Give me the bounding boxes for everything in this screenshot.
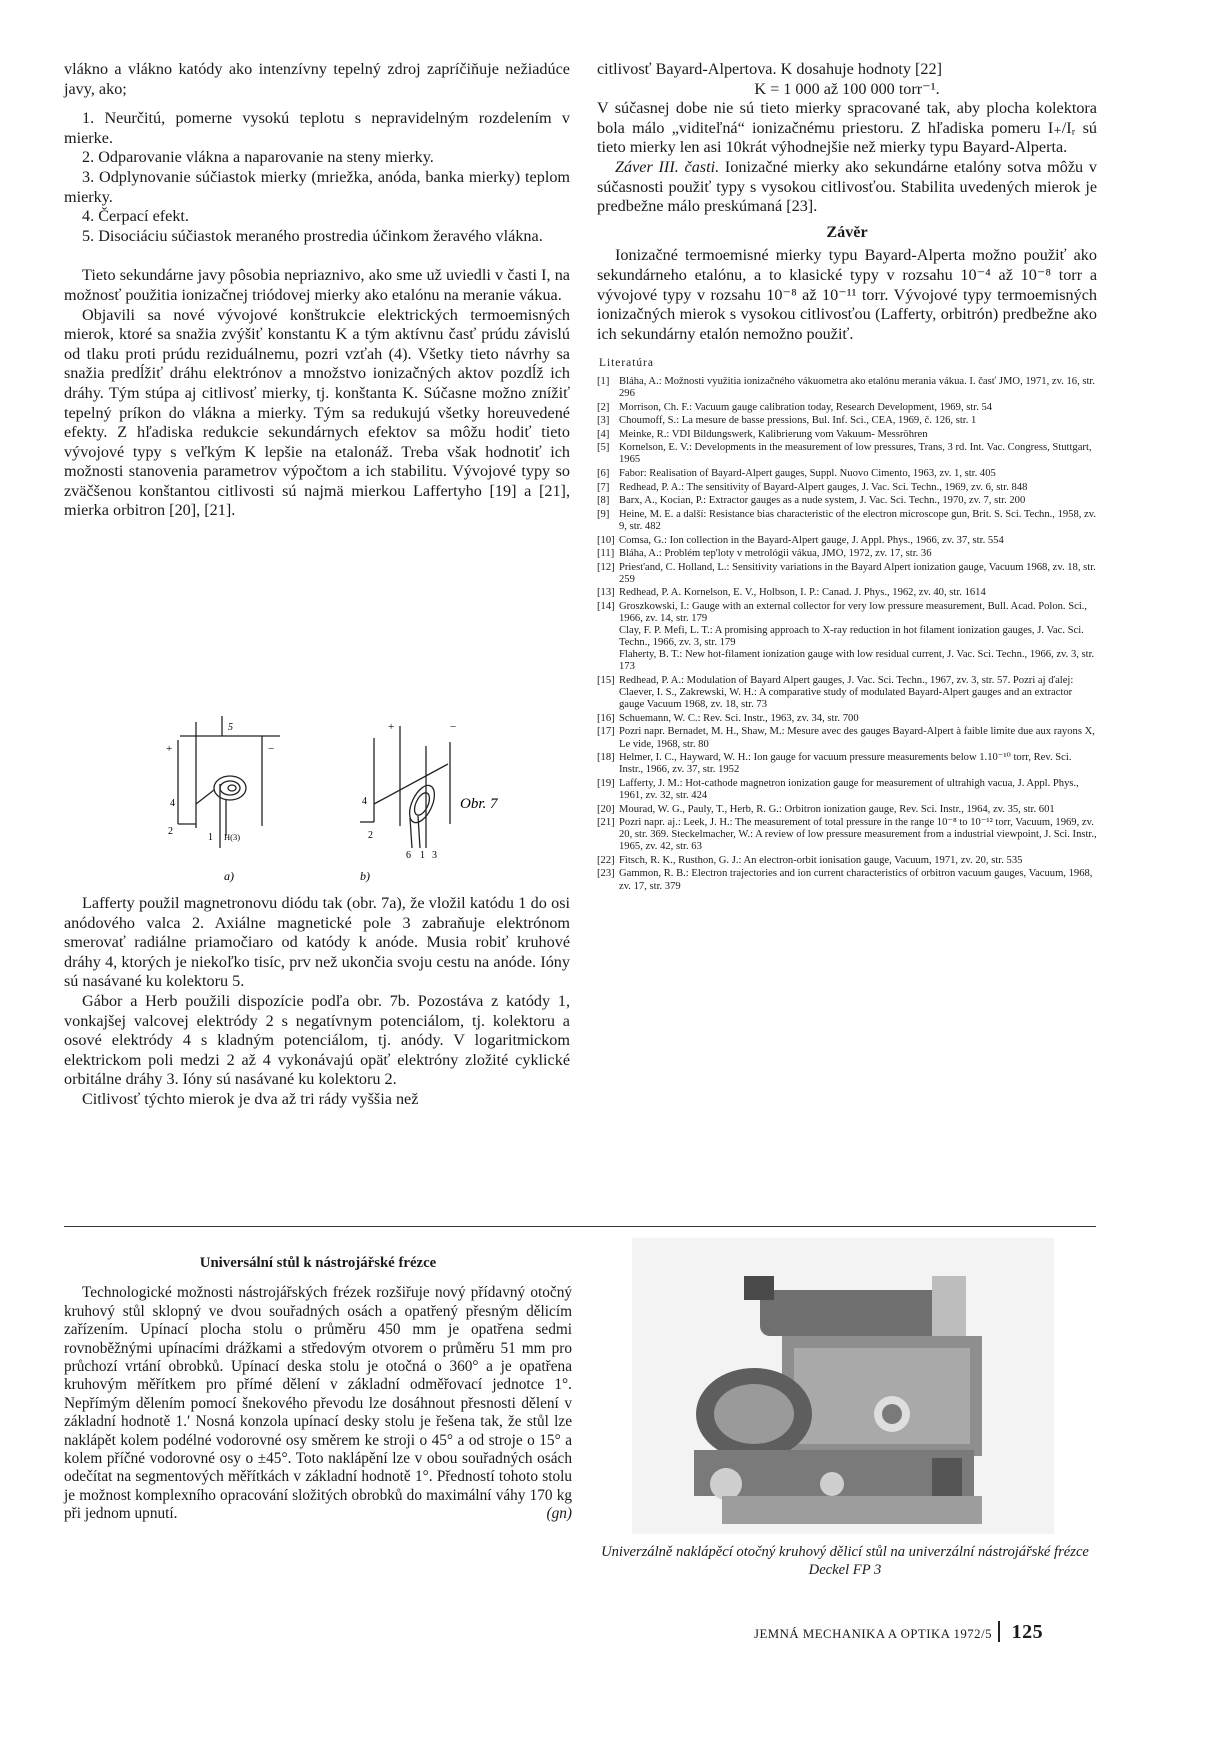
reference-text — [619, 778, 1097, 802]
fig7a-label-4: 4 — [170, 798, 175, 809]
author-signature: (gn) — [546, 1505, 572, 1523]
reference-number: [16] — [597, 712, 615, 724]
reference-item — [597, 855, 1097, 867]
article-body — [64, 1284, 572, 1523]
reference-line: Heine, M. E. a další: Resistance bias characteristic of the electron microscope gun, Brit. S. Sci. Techn., 1958, zv. 9, str. 482 — [619, 508, 1097, 532]
reference-line: Choumoff, S.: La mesure de basse pressions, Bul. Inf. Sci., CEA, 1969, č. 126, str. 1 — [619, 415, 977, 427]
fig7a-label-5: 5 — [228, 722, 233, 733]
list-item: 5. Disociáciu súčiastok meraného prostredia účinkom žeravého vlákna. — [82, 226, 543, 245]
reference-line: Helmer, I. C., Hayward, W. H.: Ion gauge for vacuum pressure measurements below 1.10⁻¹⁰ torr, Rev. Sci. Instr., 1966, zv. 37, str. 1952 — [619, 752, 1072, 776]
reference-item — [597, 535, 1097, 547]
reference-text — [619, 804, 1097, 816]
reference-item — [597, 482, 1097, 494]
reference-number: [5] — [597, 442, 610, 454]
reference-item — [597, 562, 1097, 586]
reference-line: Redhead, P. A. Kornelson, E. V., Holbson, I. P.: Canad. J. Phys., 1962, zv. 40, str. 1614 — [619, 587, 986, 599]
section-divider — [64, 1226, 1096, 1227]
reference-number: [19] — [597, 777, 615, 789]
reference-text — [619, 726, 1097, 750]
reference-text — [619, 415, 1097, 427]
fig7a-label-1: 1 — [208, 832, 213, 843]
reference-item — [597, 509, 1097, 533]
reference-number: [17] — [597, 726, 615, 738]
reference-line: Priest'and, C. Holland, L.: Sensitivity variations in the Bayard Alpert ionization gauge, Vacuum 1968, zv. 18, str. 259 — [619, 561, 1096, 585]
references-heading: Literatúra — [599, 357, 654, 370]
section-text: Ionizačné mierky ako sekundárne etalóny sotva môžu v súčasnosti použiť typy s vysokou citlivosťou. Stabilita uvedených mierok je predbežne málo preskúmaná [23]. — [597, 157, 1097, 216]
list-item: 1. Neurčitú, pomerne vysokú teplotu s nepravidelným rozdelením v mierke. — [64, 109, 570, 147]
reference-item — [597, 752, 1097, 776]
reference-line: Mourad, W. G., Pauly, T., Herb, R. G.: Orbitron ionization gauge, Rev. Sci. Instr., 1964, zv. 35, str. 601 — [619, 803, 1055, 815]
reference-item — [597, 429, 1097, 441]
fig7b-label-minus: − — [450, 721, 457, 733]
body-paragraph: Objavili sa nové vývojové konštrukcie elektrických termoemisných mierok, ktoré sa snažia zvýšiť konstantu K a tým aktívnu časť prúdu závislú od tlaku proti prúdu reziduálnemu, pozri vzťah (4). Všetky tieto návrhy sa snažia predĺžiť dráhu elektrónov a množstvo ionizačných aktov pozdĺž ich dráhy. Tým stúpa aj citlivosť mierky, tj. konštanta K. Súčasne možno znížiť tepelný príkon do vlákna a mierky. Tým sa redukujú všetky horeuvedené efekty. Z hľadiska redukcie sekundárnych efektov sa môžu hodiť tieto vývojové typy s veľkým K lepšie na etalonáž. Treba však hodnotiť ich možnosti stanovenia parametrov výpočtom a ich stabilitu. Vývojové typy so zväčšenou konštantou citlivosti sú najmä mierkou Laffertyho [19] a [21], mierka orbitron [20], [21]. — [64, 305, 570, 520]
body-paragraph: citlivosť Bayard-Alpertova. K dosahuje hodnoty [22] — [597, 60, 942, 78]
reference-line: Kornelson, E. V.: Developments in the measurement of low pressures, Trans, 3 rd. Int. Vac. Congress, Stuttgart, 1965 — [619, 442, 1092, 466]
reference-text — [619, 562, 1097, 586]
figure-obr-7 — [150, 708, 570, 888]
reference-item — [597, 587, 1097, 599]
body-paragraph: Gábor a Herb použili dispozície podľa obr. 7b. Pozostáva z katódy 1, vonkajšej valcovej elektródy 2 s negatívnym potenciálom, tj. kolektoru a osové elektródy 4 s kladným potenciálom, tj. anódy. V logaritmickom elektrickom poli medzi 2 až 4 vykonávajú opäť elektróny zložité cyklické orbitálne dráhy 3. Ióny sú nasávané ku kolektoru 2. — [64, 991, 570, 1089]
reference-text — [619, 817, 1097, 853]
reference-item — [597, 376, 1097, 400]
reference-text — [619, 509, 1097, 533]
section-lead: Záver III. časti. — [615, 157, 720, 176]
right-column — [597, 60, 1097, 894]
reference-line: Meinke, R.: VDI Bildungswerk, Kalibrierung vom Vakuum- Messröhren — [619, 428, 928, 440]
fig7a-label-h3: H(3) — [224, 832, 241, 842]
reference-line: Fitsch, R. K., Rusthon, G. J.: An electron-orbit ionisation gauge, Vacuum, 1971, zv. 20, str. 535 — [619, 854, 1023, 866]
equation: K = 1 000 až 100 000 torr⁻¹. — [754, 79, 940, 98]
reference-item — [597, 548, 1097, 560]
reference-text — [619, 587, 1097, 599]
fig7b-label-6: 6 — [406, 850, 411, 861]
reference-line: Bláha, A.: Možnosti využitia ionizačného vákuometra ako etalónu merania vákua. I. časť JMO, 1971, zv. 16, str. 296 — [619, 375, 1096, 399]
reference-number: [20] — [597, 803, 615, 815]
reference-text — [619, 752, 1097, 776]
fig7a-label-plus: + — [166, 743, 173, 755]
reference-item — [597, 726, 1097, 750]
lower-article — [64, 1254, 572, 1524]
conclusion-paragraph: Ionizačné termoemisné mierky typu Bayard-Alperta možno použiť ako sekundárneho etalónu, a to klasické typy v rozsahu 10⁻⁴ až 10⁻⁸ torr a vývojové typy v rozsahu 10⁻⁸ až 10⁻¹¹ torr. Vývojové typy termoemisných ionizačných mierok s vysokou citlivosťou (Lafferty, orbitrón) predbežne ako ich sekundárny etalón nemožno použiť. — [597, 246, 1097, 343]
reference-item — [597, 713, 1097, 725]
reference-number: [1] — [597, 375, 610, 387]
reference-line: Morrison, Ch. F.: Vacuum gauge calibration today, Research Development, 1969, str. 54 — [619, 401, 993, 413]
reference-item — [597, 468, 1097, 480]
reference-number: [3] — [597, 415, 610, 427]
reference-item — [597, 495, 1097, 507]
references-list — [597, 376, 1097, 893]
figure-7a-diagram — [178, 716, 280, 848]
reference-number: [4] — [597, 428, 610, 440]
fig7b-sublabel: b) — [360, 869, 370, 883]
reference-line: Clay, F. P. Mefi, L. T.: A promising approach to X-ray reduction in hot filament ionization gauges, J. Vac. Sci. Techn., 1966, zv. 3, str. 179 — [619, 625, 1084, 649]
reference-line: Gammon, R. B.: Electron trajectories and ion current characteristics of orbitron vacuum gauges, Vacuum, 1968, zv. 17, str. 379 — [619, 868, 1093, 892]
reference-number: [12] — [597, 561, 615, 573]
reference-text — [619, 429, 1097, 441]
reference-item — [597, 442, 1097, 466]
reference-text — [619, 855, 1097, 867]
reference-item — [597, 601, 1097, 674]
reference-line: Redhead, P. A.: The sensitivity of Bayard-Alpert gauges, J. Vac. Sci. Techn., 1969, zv. 6, str. 848 — [619, 481, 1028, 493]
fig7b-label-4: 4 — [362, 796, 367, 807]
left-column-continued — [64, 894, 570, 1110]
reference-item — [597, 817, 1097, 853]
reference-text — [619, 442, 1097, 466]
reference-number: [10] — [597, 534, 615, 546]
reference-text — [619, 601, 1097, 674]
reference-number: [13] — [597, 587, 615, 599]
intro-text: vlákno a vlákno katódy ako intenzívny tepelný zdroj zapríčiňuje nežiadúce javy, ako; — [64, 60, 570, 98]
photo-caption: Univerzálně naklápěcí otočný kruhový dělicí stůl na univerzální nástrojářské frézce Deckel FP 3 — [601, 1544, 1089, 1578]
reference-item — [597, 868, 1097, 892]
list-item: 4. Čerpací efekt. — [82, 207, 189, 226]
reference-text — [619, 675, 1097, 711]
reference-item — [597, 778, 1097, 802]
body-paragraph: Lafferty použil magnetronovu diódu tak (obr. 7a), že vložil katódu 1 do osi anódového valca 2. Axiálne magnetické pole 3 zabraňuje elektrónom smerovať radiálne priamočiaro od katódy k anóde. Musia robiť kruhové dráhy 4, ktorých je niekoľko tisíc, prv než ukončia svoju cestu na anóde. Ióny sú nasávané ku kolektoru 5. — [64, 894, 570, 991]
reference-number: [18] — [597, 752, 615, 764]
section-heading: Závěr — [826, 222, 868, 241]
reference-text — [619, 495, 1097, 507]
reference-number: [23] — [597, 868, 615, 880]
journal-name: JEMNÁ MECHANIKA A OPTIKA 1972/5 — [754, 1627, 993, 1641]
reference-number: [15] — [597, 675, 615, 687]
reference-line: Lafferty, J. M.: Hot-cathode magnetron ionization gauge for measurement of ultrahigh vacua, J. Appl. Phys., 1961, zv. 32, str. 424 — [619, 777, 1079, 801]
figure-caption: Obr. 7 — [460, 796, 498, 812]
reference-text — [619, 482, 1097, 494]
reference-line: Pozri napr. aj.: Leek, J. H.: The measurement of total pressure in the range 10⁻⁸ to 10⁻¹² torr, Vacuum, 1969, zv. 20, str. 369. Steckelmacher, W.: A review of low pressure measurement from a industrial viewpoint, J. Sci. Instr., 1965, zv. 42, str. 63 — [619, 817, 1097, 853]
page-number: 125 — [1011, 1621, 1044, 1643]
reference-line: Bláha, A.: Problém tep'loty v metrológii vákua, JMO, 1972, zv. 17, str. 36 — [619, 548, 932, 560]
reference-item — [597, 402, 1097, 414]
fig7a-label-minus: − — [268, 743, 275, 755]
left-column — [64, 60, 570, 521]
body-paragraph: Citlivosť týchto mierok je dva až tri rády vyššia než — [82, 1089, 419, 1108]
body-paragraph: V súčasnej dobe nie sú tieto mierky spracované tak, aby plocha kolektora bola málo „viditeľná“ ionizačnému priestoru. Z hľadiska pomeru I₊/Iᵣ sú tieto mierky len asi 10krát výhodnejšie než mierky typu Bayard-Alperta. — [597, 99, 1097, 157]
reference-item — [597, 804, 1097, 816]
reference-number: [6] — [597, 468, 610, 480]
reference-line: Redhead, P. A.: Modulation of Bayard Alpert gauges, J. Vac. Sci. Techn., 1967, zv. 3, str. 57. Pozri aj ďalej: — [619, 675, 1074, 687]
reference-number: [22] — [597, 854, 615, 866]
fig7b-label-2: 2 — [368, 830, 373, 841]
fig7a-sublabel: a) — [224, 869, 234, 883]
reference-number: [8] — [597, 495, 610, 507]
reference-number: [14] — [597, 601, 615, 612]
reference-number: [21] — [597, 817, 615, 829]
reference-text — [619, 402, 1097, 414]
fig7b-label-plus: + — [388, 721, 395, 733]
reference-text — [619, 868, 1097, 892]
reference-line: Groszkowski, I.: Gauge with an external collector for very low pressure measurement, Bull. Acad. Polon. Sci., 1966, zv. 14, str. 179 — [619, 601, 1088, 625]
reference-text — [619, 535, 1097, 547]
article-body-text: Technologické možnosti nástrojářských frézek rozšiřuje nový přídavný otočný kruhový stůl sklopný ve dvou souřadných osách a opatřený přesným dělicím zařízením. Upínací plocha stolu o průměru 450 mm je opatřena sedmi rovnoběžnými upínacími drážkami a středovým otvorem o průměru 51 mm pro průchozí vrtání obrobků. Upínací deska stolu je otočná o 360° a je opatřena kruhovým měřítkem pro přímé dělení v základní odměřovací jednotce 1°. Nepřímým dělením pomocí šnekového převodu lze dosáhnout přesnosti dělení v základní hodnotě 1.′ Nosná konzola upínací desky stolu je řešena tak, že stůl lze naklápět kolem podélné vodorovné osy směrem ke stroji o 45° a od stroje o 15° a kolem příčné vodorovné osy o ±45°. Toto naklápění lze v obou souřadných osách odečítat na segmentových měřítkách v základní hodnotě 1°. Předností tohoto stolu je možnost komplexního opracování složitých obrobků do maximální váhy 170 kg při jednom upnutí. — [64, 1284, 572, 1523]
reference-text — [619, 468, 1097, 480]
milling-machine-photo — [632, 1238, 1054, 1534]
fig7b-label-1: 1 — [420, 850, 425, 861]
reference-line: Fabor: Realisation of Bayard-Alpert gauges, Suppl. Nuovo Cimento, 1963, zv. 1, str. 405 — [619, 468, 996, 480]
list-item: 3. Odplynovanie súčiastok mierky (mriežka, anóda, banka mierky) teplom mierky. — [64, 167, 570, 206]
reference-item — [597, 415, 1097, 427]
fig7a-label-2: 2 — [168, 826, 173, 837]
reference-number: [7] — [597, 481, 610, 493]
body-paragraph — [597, 158, 1097, 217]
reference-line: Schuemann, W. C.: Rev. Sci. Instr., 1963, zv. 34, str. 700 — [619, 712, 859, 724]
reference-number: [11] — [597, 548, 615, 560]
figure-7b-diagram — [360, 726, 450, 848]
reference-line: Flaherty, B. T.: New hot-filament ionization gauge with low residual current, J. Vac. Sci. Techn., 1966, zv. 3, str. 173 — [619, 649, 1095, 673]
reference-text — [619, 376, 1097, 400]
reference-number: [9] — [597, 508, 610, 520]
reference-line: Comsa, G.: Ion collection in the Bayard-Alpert gauge, J. Appl. Phys., 1966, zv. 37, str. 554 — [619, 534, 1004, 546]
article-title: Universální stůl k nástrojářské frézce — [199, 1255, 437, 1271]
reference-line: Barx, A., Kocian, P.: Extractor gauges as a nude system, J. Vac. Sci. Techn., 1970, zv. 7, str. 200 — [619, 495, 1026, 507]
fig7b-label-3: 3 — [432, 850, 437, 861]
page-footer — [754, 1621, 1043, 1644]
body-paragraph: Tieto sekundárne javy pôsobia nepriaznivo, ako sme už uviedli v časti I, na možnosť použitia ionizačnej triódovej mierky ako etalónu na meranie vákua. — [64, 266, 570, 304]
reference-line: Claever, I. S., Zakrewski, W. H.: A comparative study of modulated Bayard-Alpert gauges and an extractor gauge Vacuum 1968, zv. 18, str. 73 — [619, 687, 1073, 711]
reference-text — [619, 548, 1097, 560]
reference-text — [619, 713, 1097, 725]
footer-divider — [998, 1621, 1000, 1642]
reference-number: [2] — [597, 401, 610, 413]
reference-item — [597, 675, 1097, 711]
reference-line: Pozri napr. Bernadet, M. H., Shaw, M.: Mesure avec des gauges Bayard-Alpert à faible limite due aux rayons X, Le vide, 1968, str. 80 — [619, 726, 1095, 750]
list-item: 2. Odparovanie vlákna a naparovanie na steny mierky. — [82, 148, 434, 167]
